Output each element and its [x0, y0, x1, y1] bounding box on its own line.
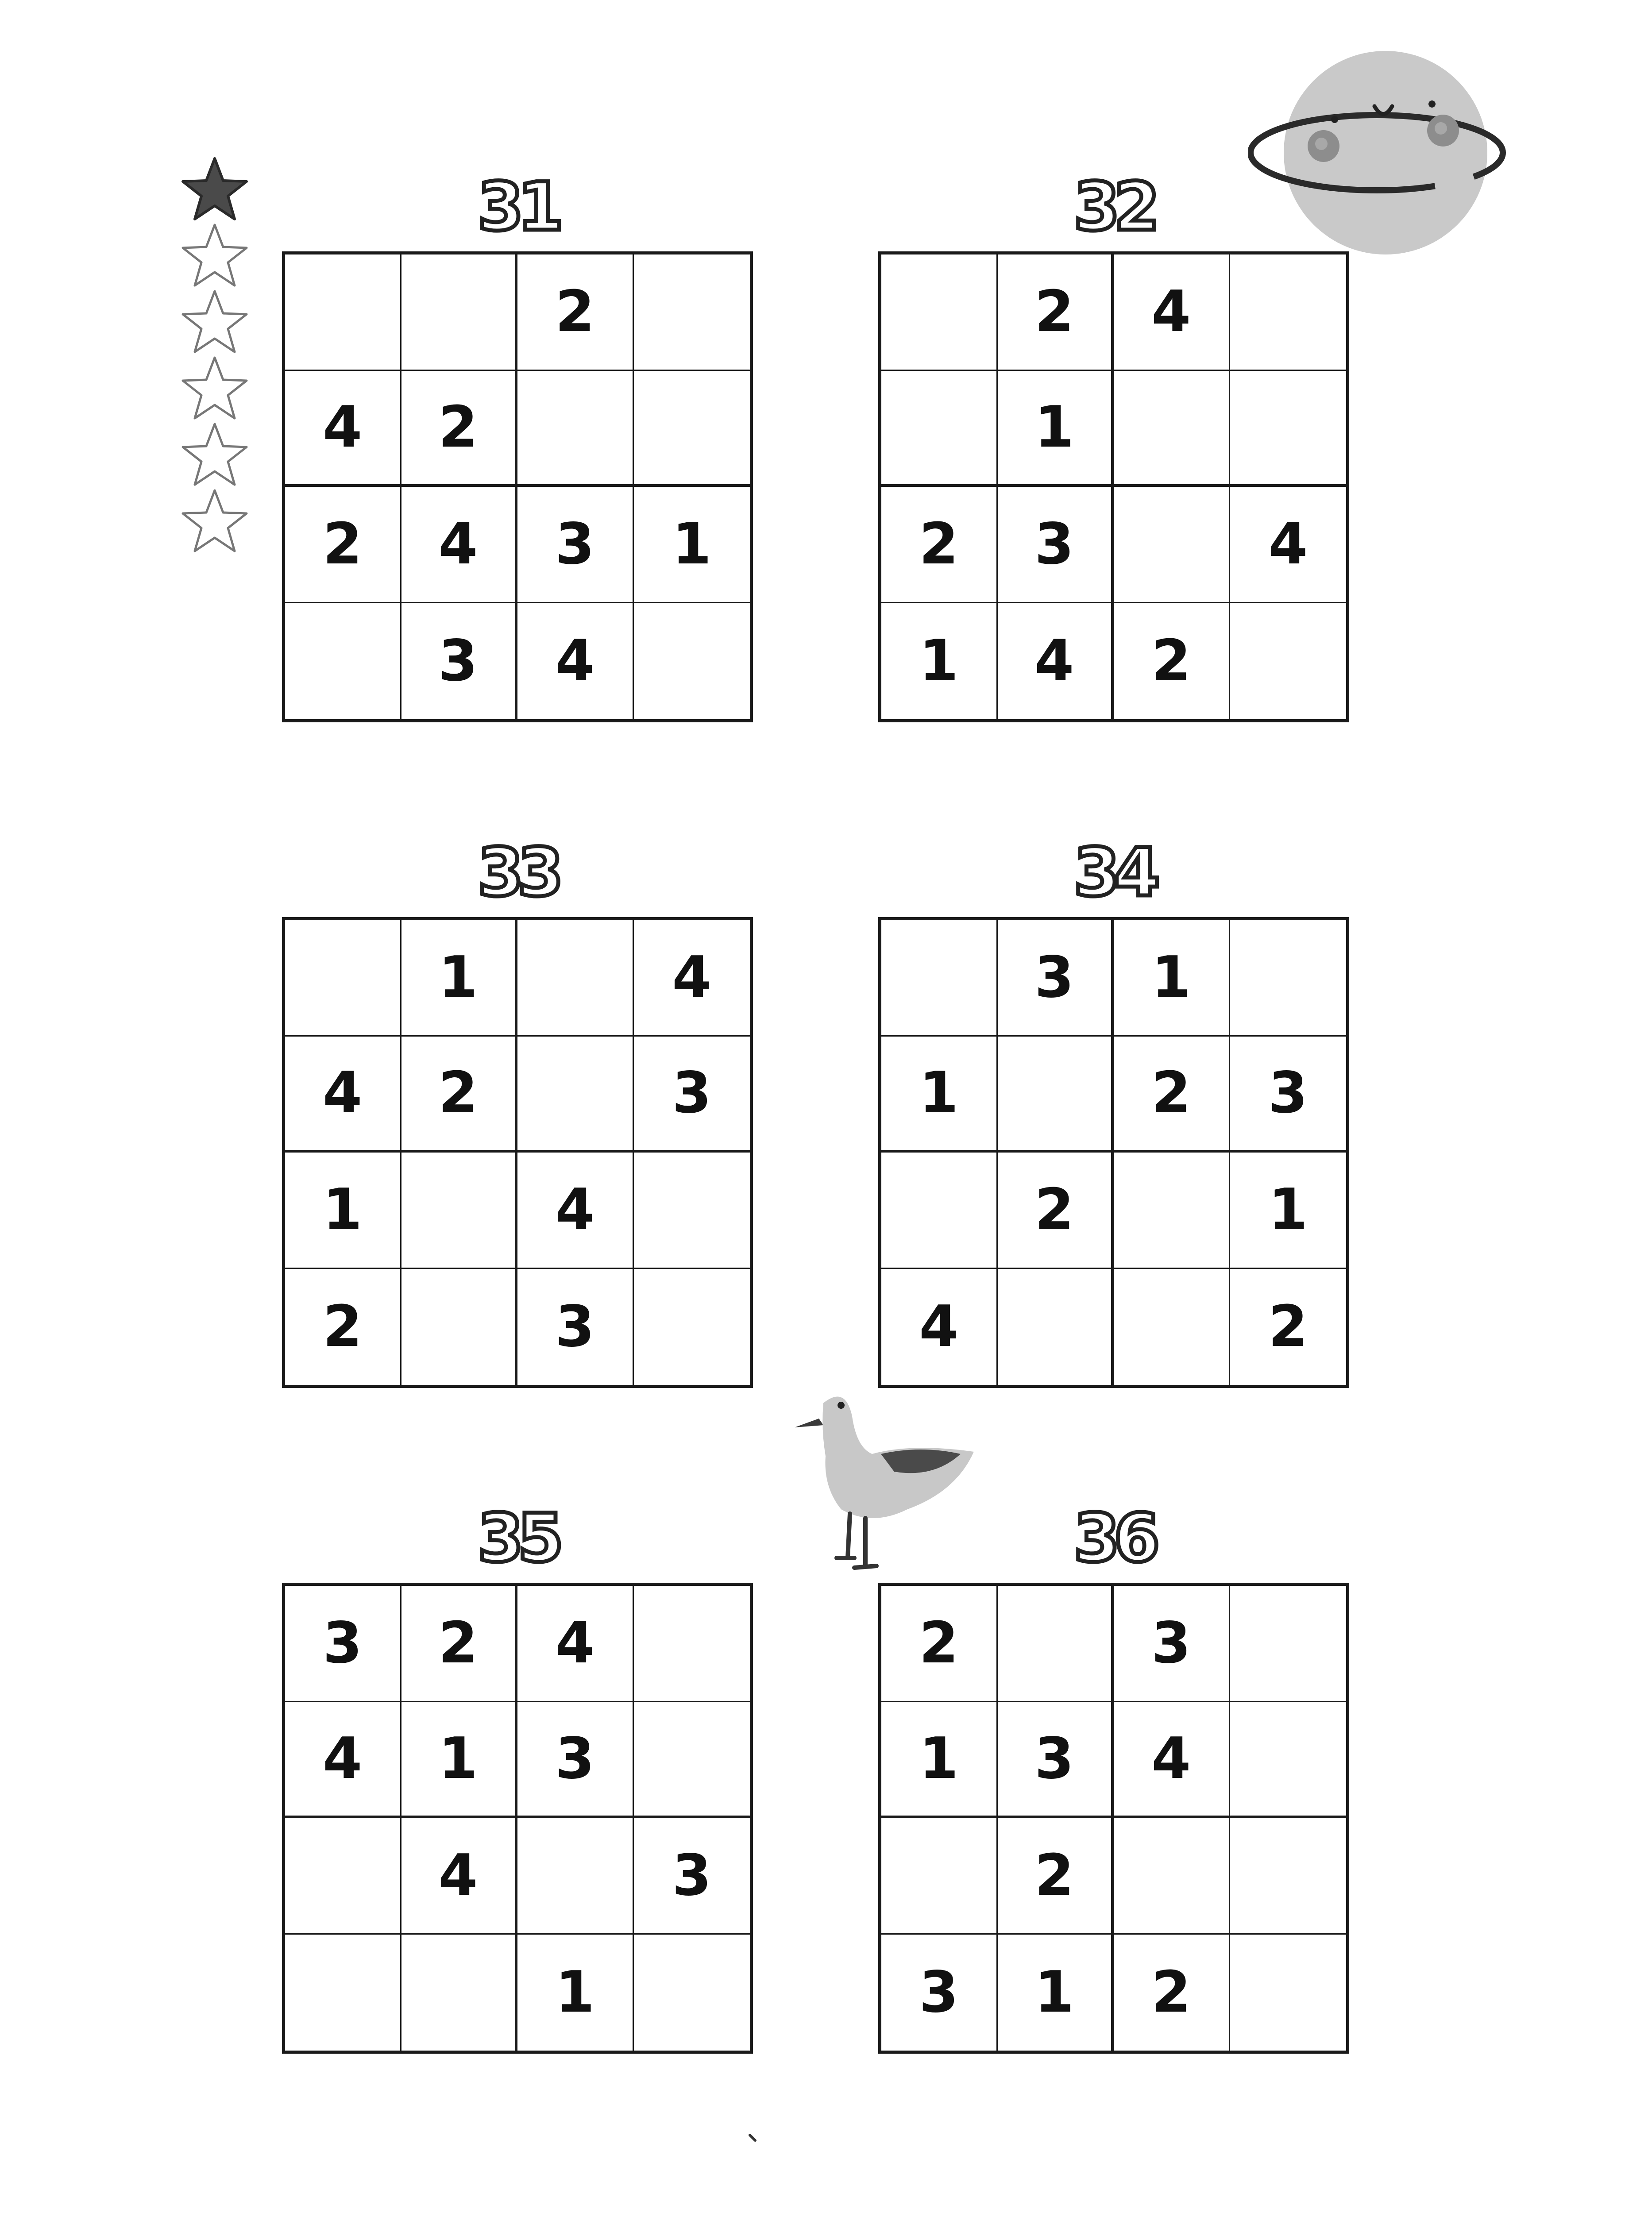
sudoku-cell[interactable]: 1 — [998, 371, 1114, 487]
sudoku-cell[interactable]: 4 — [881, 1269, 998, 1385]
sudoku-cell[interactable]: 3 — [998, 1702, 1114, 1819]
sudoku-cell[interactable]: 4 — [998, 603, 1114, 720]
sudoku-cell[interactable] — [1114, 371, 1230, 487]
sudoku-cell[interactable] — [401, 1269, 518, 1385]
sudoku-grid — [878, 251, 1349, 722]
sudoku-cell[interactable]: 2 — [1114, 1935, 1230, 2051]
sudoku-cell[interactable] — [517, 1037, 634, 1153]
sudoku-cell[interactable]: 3 — [401, 603, 518, 720]
sudoku-cell[interactable]: 2 — [1268, 1294, 1308, 1360]
sudoku-cell[interactable]: 4 — [401, 1818, 518, 1935]
sudoku-cell[interactable] — [634, 1935, 750, 2051]
sudoku-cell[interactable]: 3 — [634, 1818, 750, 1935]
sudoku-grid — [282, 251, 753, 722]
sudoku-cell[interactable]: 3 — [517, 1702, 634, 1819]
sudoku-cell[interactable]: 1 — [634, 487, 750, 603]
puzzle-number: 34 — [1073, 834, 1154, 911]
sudoku-cell[interactable] — [634, 603, 750, 720]
sudoku-cell[interactable]: 1 — [401, 1702, 518, 1819]
sudoku-cell[interactable]: 2 — [285, 1269, 401, 1385]
sudoku-cell[interactable] — [285, 254, 401, 371]
sudoku-cell[interactable]: 2 — [517, 254, 634, 371]
sudoku-cell[interactable]: 1 — [285, 1153, 401, 1269]
sudoku-cell[interactable]: 1 — [881, 603, 998, 720]
sudoku-cell[interactable]: 2 — [998, 254, 1114, 371]
sudoku-cell[interactable]: 4 — [1114, 254, 1230, 371]
sudoku-cell[interactable] — [1230, 254, 1347, 371]
sudoku-cell[interactable]: 3 — [517, 1269, 634, 1385]
sudoku-grid — [282, 917, 753, 1388]
star-icon — [179, 221, 250, 292]
sudoku-cell[interactable]: 4 — [517, 603, 634, 720]
sudoku-cell[interactable]: 4 — [517, 1153, 634, 1269]
sudoku-cell[interactable]: 4 — [401, 487, 518, 603]
sudoku-cell[interactable] — [401, 1153, 518, 1269]
sudoku-cell[interactable]: 2 — [285, 487, 401, 603]
sudoku-cell[interactable]: 1 — [881, 1037, 998, 1153]
sudoku-cell[interactable] — [634, 254, 750, 371]
sudoku-cell[interactable] — [285, 1818, 401, 1935]
sudoku-cell[interactable] — [881, 1818, 998, 1935]
difficulty-rating — [179, 155, 250, 553]
sudoku-cell[interactable] — [1230, 1818, 1347, 1935]
sudoku-cell[interactable]: 2 — [401, 1586, 518, 1702]
sudoku-cell[interactable]: 1 — [881, 1702, 998, 1819]
sudoku-cell[interactable]: 4 — [285, 1037, 401, 1153]
sudoku-grid — [878, 917, 1349, 1388]
sudoku-cell[interactable]: 3 — [517, 487, 634, 603]
sudoku-cell[interactable] — [517, 371, 634, 487]
sudoku-cell[interactable] — [401, 254, 518, 371]
sudoku-cell[interactable] — [1114, 1818, 1230, 1935]
sudoku-cell[interactable] — [1114, 1153, 1230, 1269]
sudoku-cell[interactable] — [1230, 920, 1347, 1037]
sudoku-cell[interactable]: 3 — [881, 1935, 998, 2051]
sudoku-cell[interactable]: 1 — [517, 1935, 634, 2051]
sudoku-cell[interactable]: 2 — [1114, 1037, 1230, 1153]
sudoku-cell[interactable]: 2 — [881, 1586, 998, 1702]
sudoku-cell[interactable] — [634, 1269, 750, 1385]
sudoku-cell[interactable] — [998, 1037, 1114, 1153]
sudoku-cell[interactable]: 1 — [1114, 920, 1230, 1037]
sudoku-cell[interactable] — [285, 920, 401, 1037]
star-icon — [179, 354, 250, 425]
sudoku-cell[interactable]: 3 — [285, 1586, 401, 1702]
sudoku-cell[interactable]: 4 — [1230, 487, 1347, 603]
sudoku-cell[interactable] — [634, 1702, 750, 1819]
speck-mark — [748, 2133, 757, 2142]
sudoku-grid — [878, 1583, 1349, 2054]
sudoku-cell[interactable]: 4 — [285, 371, 401, 487]
sudoku-cell[interactable] — [881, 371, 998, 487]
puzzle-number: 33 — [477, 834, 558, 911]
sudoku-cell[interactable]: 4 — [517, 1586, 634, 1702]
sudoku-cell[interactable] — [1230, 603, 1347, 720]
star-icon — [179, 288, 250, 359]
puzzle-number: 32 — [1073, 169, 1154, 246]
sudoku-cell[interactable]: 3 — [998, 920, 1114, 1037]
sudoku-cell[interactable]: 3 — [998, 487, 1114, 603]
star-icon — [179, 155, 250, 226]
sudoku-cell[interactable] — [1114, 487, 1230, 603]
sudoku-cell[interactable] — [634, 371, 750, 487]
sudoku-cell[interactable]: 4 — [1114, 1702, 1230, 1819]
sudoku-cell[interactable] — [1114, 1269, 1230, 1385]
sudoku-cell[interactable] — [401, 1935, 518, 2051]
sudoku-cell[interactable]: 2 — [401, 371, 518, 487]
sudoku-cell[interactable]: 3 — [1114, 1586, 1230, 1702]
sudoku-cell[interactable]: 3 — [634, 1037, 750, 1153]
puzzle-number: 36 — [1073, 1500, 1154, 1577]
sudoku-cell[interactable] — [1230, 1586, 1347, 1702]
sudoku-cell[interactable] — [285, 603, 401, 720]
puzzle-number: 35 — [477, 1500, 558, 1577]
sudoku-cell[interactable]: 1 — [401, 920, 518, 1037]
sudoku-cell[interactable]: 1 — [998, 1935, 1114, 2051]
sudoku-cell[interactable]: 2 — [998, 1153, 1114, 1269]
sudoku-cell[interactable]: 2 — [998, 1818, 1114, 1935]
sudoku-cell[interactable] — [517, 1818, 634, 1935]
sudoku-cell[interactable]: 3 — [1230, 1037, 1347, 1153]
sudoku-cell[interactable] — [634, 1153, 750, 1269]
sudoku-cell[interactable] — [1230, 1935, 1347, 2051]
sudoku-cell[interactable] — [634, 1586, 750, 1702]
sudoku-cell[interactable] — [881, 920, 998, 1037]
star-icon — [179, 420, 250, 491]
sudoku-cell[interactable] — [517, 920, 634, 1037]
puzzle-number: 31 — [477, 169, 558, 246]
sudoku-cell[interactable] — [998, 1586, 1114, 1702]
sudoku-cell[interactable] — [881, 1153, 998, 1269]
sudoku-cell[interactable]: 4 — [285, 1702, 401, 1819]
sudoku-cell[interactable]: 2 — [881, 487, 998, 603]
sudoku-cell[interactable]: 2 — [1114, 603, 1230, 720]
sudoku-cell[interactable] — [285, 1935, 401, 2051]
sudoku-grid — [282, 1583, 753, 2054]
sudoku-cell[interactable] — [998, 1269, 1114, 1385]
sudoku-cell[interactable] — [1230, 1702, 1347, 1819]
sudoku-cell[interactable]: 4 — [634, 920, 750, 1037]
sudoku-cell[interactable]: 1 — [1230, 1153, 1347, 1269]
sudoku-cell[interactable]: 2 — [401, 1037, 518, 1153]
star-icon — [179, 487, 250, 558]
sudoku-cell[interactable] — [881, 254, 998, 371]
sudoku-cell[interactable] — [1230, 371, 1347, 487]
